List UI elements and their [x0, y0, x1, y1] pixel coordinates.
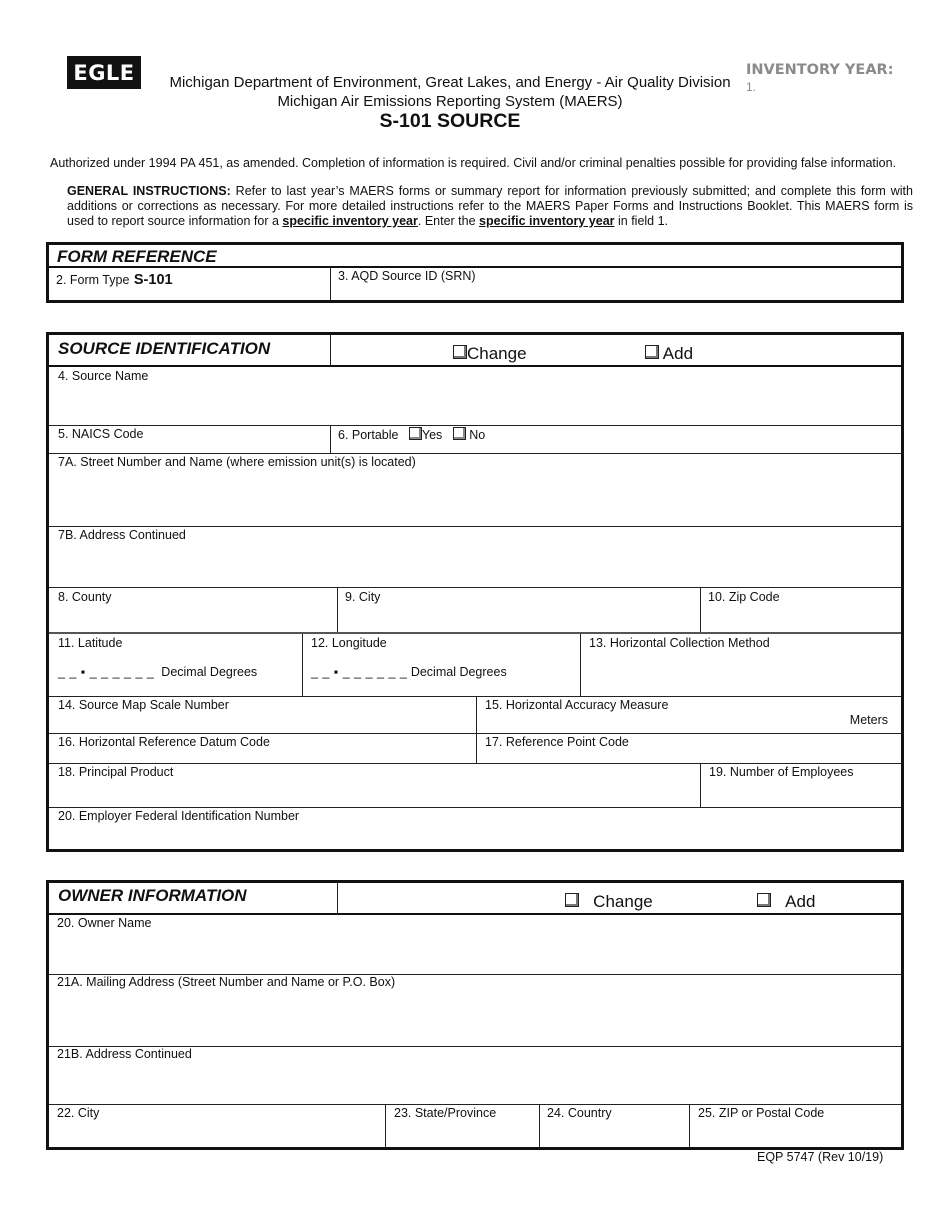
inventory-year-field[interactable]: 1.	[746, 80, 757, 94]
inventory-year-label: INVENTORY YEAR:	[746, 62, 894, 78]
owner-information-section	[46, 880, 904, 1150]
form-type-field: 2. Form Type S-101	[56, 272, 173, 288]
source-identification-section	[46, 332, 904, 852]
naics-code-field[interactable]: 5. NAICS Code	[58, 427, 144, 441]
form-reference-title: FORM REFERENCE	[57, 247, 217, 266]
owner-address-continued-field[interactable]: 21B. Address Continued	[57, 1047, 192, 1061]
latitude-mask: _ _ ▪ _ _ _ _ _ _ Decimal Degrees	[58, 665, 258, 679]
agency-name: Michigan Department of Environment, Great Lakes, and Energy - Air Quality Division	[169, 74, 731, 91]
change-checkbox[interactable]: Change	[453, 344, 527, 364]
owner-name-field[interactable]: 20. Owner Name	[57, 916, 152, 930]
source-map-scale-field[interactable]: 14. Source Map Scale Number	[58, 698, 229, 712]
meters-unit: Meters	[849, 713, 888, 727]
owner-information-title: OWNER INFORMATION	[58, 886, 247, 905]
form-revision: EQP 5747 (Rev 10/19)	[757, 1150, 884, 1164]
general-instructions: GENERAL INSTRUCTIONS: Refer to last year’s MAERS forms or summary report for information previously submitted; and complete this form with additions or corrections as necessary. For more detailed instructions refer to the MAERS Paper Forms and Instructions Booklet. This MAERS form is used to report source information for a specific inventory year. Enter the specific inventory year in field 1.	[67, 184, 913, 228]
aqd-source-id-field[interactable]: 3. AQD Source ID (SRN)	[338, 269, 476, 283]
portable-no-checkbox[interactable]: No	[453, 428, 485, 442]
employer-fein-field[interactable]: 20. Employer Federal Identification Number	[58, 809, 300, 823]
source-name-field[interactable]: 4. Source Name	[58, 369, 149, 383]
address-continued-field[interactable]: 7B. Address Continued	[58, 528, 186, 542]
reference-point-field[interactable]: 17. Reference Point Code	[485, 735, 629, 749]
state-province-field[interactable]: 23. State/Province	[394, 1106, 497, 1120]
form-reference-section	[46, 242, 904, 303]
number-of-employees-field[interactable]: 19. Number of Employees	[709, 765, 854, 779]
country-field[interactable]: 24. Country	[547, 1106, 612, 1120]
horizontal-collection-method-field[interactable]: 13. Horizontal Collection Method	[589, 636, 770, 650]
add-checkbox[interactable]: Add	[645, 344, 693, 364]
owner-city-field[interactable]: 22. City	[57, 1106, 100, 1120]
owner-change-checkbox[interactable]: Change	[565, 892, 653, 912]
portable-field: 6. Portable Yes No	[338, 428, 486, 442]
system-name: Michigan Air Emissions Reporting System (MAERS)	[277, 93, 623, 110]
horizontal-accuracy-field[interactable]: 15. Horizontal Accuracy Measure	[485, 698, 669, 712]
source-identification-title: SOURCE IDENTIFICATION	[58, 339, 271, 358]
city-field[interactable]: 9. City	[345, 590, 381, 604]
principal-product-field[interactable]: 18. Principal Product	[58, 765, 174, 779]
zip-code-field[interactable]: 10. Zip Code	[708, 590, 780, 604]
latitude-field[interactable]: 11. Latitude	[58, 636, 123, 650]
portable-yes-checkbox[interactable]: Yes	[409, 428, 442, 442]
instructions-heading: GENERAL INSTRUCTIONS:	[67, 184, 231, 198]
street-address-field[interactable]: 7A. Street Number and Name (where emission unit(s) is located)	[58, 455, 416, 469]
egle-logo: EGLE	[67, 56, 141, 89]
page-title: S-101 SOURCE	[379, 110, 521, 132]
county-field[interactable]: 8. County	[58, 590, 112, 604]
mailing-address-field[interactable]: 21A. Mailing Address (Street Number and Name or P.O. Box)	[57, 975, 396, 989]
longitude-mask: _ _ ▪ _ _ _ _ _ _ Decimal Degrees	[311, 665, 507, 679]
owner-add-checkbox[interactable]: Add	[757, 892, 815, 912]
reference-datum-field[interactable]: 16. Horizontal Reference Datum Code	[58, 735, 270, 749]
longitude-field[interactable]: 12. Longitude	[311, 636, 387, 650]
zip-postal-code-field[interactable]: 25. ZIP or Postal Code	[698, 1106, 825, 1120]
authorization-notice: Authorized under 1994 PA 451, as amended. Completion of information is required. Civil and/or criminal penalties possible for providing false information.	[50, 156, 897, 170]
